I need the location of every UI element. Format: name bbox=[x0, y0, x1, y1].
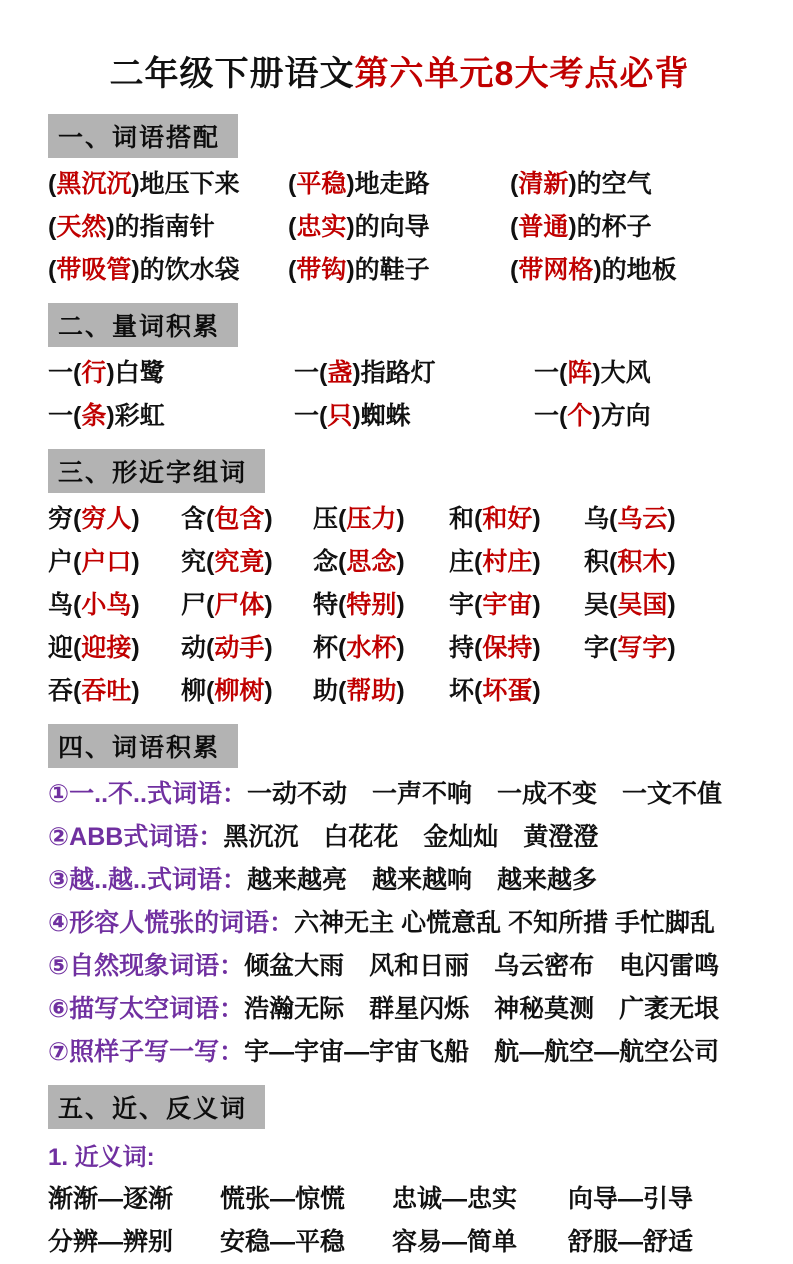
highlighted-word: 思念 bbox=[346, 548, 397, 576]
pair-item: 安稳—平稳 bbox=[220, 1228, 346, 1256]
section-header: 二、量词积累 bbox=[48, 303, 238, 347]
highlighted-word: 宇宙 bbox=[482, 591, 533, 619]
line-label: ⑥描写太空词语： bbox=[48, 995, 245, 1023]
word-item bbox=[288, 249, 510, 292]
word-item bbox=[48, 670, 181, 713]
word-item bbox=[48, 395, 294, 438]
word-prefix: 庄( bbox=[449, 548, 483, 576]
highlighted-word: 户口 bbox=[81, 548, 132, 576]
highlighted-word: 忠实 bbox=[296, 213, 347, 241]
labeled-line bbox=[48, 988, 751, 1031]
highlighted-word: 和好 bbox=[482, 505, 533, 533]
word-row bbox=[48, 163, 751, 206]
word-suffix: ) bbox=[396, 634, 405, 662]
word-item bbox=[584, 498, 751, 541]
word-suffix: ) bbox=[264, 591, 273, 619]
highlighted-word: 盏 bbox=[327, 359, 353, 387]
word-item bbox=[181, 627, 313, 670]
word-item bbox=[584, 541, 751, 584]
word-item bbox=[288, 163, 510, 206]
word-item bbox=[48, 584, 181, 627]
word-prefix: 宇( bbox=[449, 591, 483, 619]
highlighted-word: 只 bbox=[327, 402, 353, 430]
word-suffix: )方向 bbox=[592, 402, 651, 430]
word-suffix: ) bbox=[396, 505, 405, 533]
highlighted-word: 带钩 bbox=[296, 256, 347, 284]
section-s1 bbox=[48, 103, 751, 292]
line-label: ⑦照样子写一写： bbox=[48, 1038, 245, 1066]
highlighted-word: 乌云 bbox=[617, 505, 668, 533]
section-s5 bbox=[48, 1074, 751, 1264]
word-item bbox=[181, 584, 313, 627]
highlighted-word: 压力 bbox=[346, 505, 397, 533]
pair-item: 渐渐—逐渐 bbox=[48, 1185, 174, 1213]
word-prefix: 乌( bbox=[584, 505, 618, 533]
highlighted-word: 天然 bbox=[56, 213, 107, 241]
highlighted-word: 阵 bbox=[567, 359, 593, 387]
word-prefix: 柳( bbox=[181, 677, 215, 705]
line-text: 越来越亮 越来越响 越来越多 bbox=[246, 866, 597, 894]
word-prefix: 特( bbox=[313, 591, 347, 619]
highlighted-word: 个 bbox=[567, 402, 593, 430]
word-item bbox=[48, 206, 288, 249]
word-prefix: 杯( bbox=[313, 634, 347, 662]
word-suffix: ) bbox=[131, 634, 140, 662]
word-row bbox=[48, 670, 751, 713]
word-item bbox=[313, 584, 449, 627]
word-item bbox=[313, 627, 449, 670]
word-suffix: ) bbox=[131, 548, 140, 576]
page-title-black-part: 二年级下册语文 bbox=[109, 55, 355, 93]
word-prefix: ( bbox=[510, 256, 519, 284]
highlighted-word: 坏蛋 bbox=[482, 677, 533, 705]
word-prefix: 字( bbox=[584, 634, 618, 662]
word-prefix: 吞( bbox=[48, 677, 82, 705]
word-prefix: 积( bbox=[584, 548, 618, 576]
highlighted-word: 小鸟 bbox=[81, 591, 132, 619]
line-label: ②ABB式词语： bbox=[48, 823, 224, 851]
word-row bbox=[48, 249, 751, 292]
word-suffix: ) bbox=[667, 505, 676, 533]
word-suffix: ) bbox=[532, 591, 541, 619]
highlighted-word: 写字 bbox=[617, 634, 668, 662]
pair-row bbox=[48, 1178, 751, 1221]
highlighted-word: 迎接 bbox=[81, 634, 132, 662]
word-prefix: ( bbox=[288, 256, 297, 284]
highlighted-word: 吞吐 bbox=[81, 677, 132, 705]
word-suffix: ) bbox=[396, 677, 405, 705]
section-header: 一、词语搭配 bbox=[48, 114, 238, 158]
word-prefix: ( bbox=[48, 170, 57, 198]
word-prefix: 含( bbox=[181, 505, 215, 533]
word-prefix: ( bbox=[510, 213, 519, 241]
highlighted-word: 行 bbox=[81, 359, 107, 387]
word-suffix: ) bbox=[532, 677, 541, 705]
page-title bbox=[48, 46, 751, 95]
word-prefix: ( bbox=[288, 170, 297, 198]
highlighted-word: 吴国 bbox=[617, 591, 668, 619]
word-item bbox=[313, 541, 449, 584]
line-text: 一动不动 一声不响 一成不变 一文不值 bbox=[246, 780, 722, 808]
highlighted-word: 村庄 bbox=[482, 548, 533, 576]
word-item bbox=[294, 352, 534, 395]
word-suffix: )地走路 bbox=[346, 170, 430, 198]
highlighted-word: 保持 bbox=[482, 634, 533, 662]
word-item bbox=[313, 670, 449, 713]
pair-item: 舒服—舒适 bbox=[568, 1228, 694, 1256]
word-item bbox=[48, 541, 181, 584]
word-suffix: )的向导 bbox=[346, 213, 430, 241]
word-row bbox=[48, 584, 751, 627]
subsection-label: 1. 近义词: bbox=[48, 1144, 155, 1171]
word-suffix: ) bbox=[532, 634, 541, 662]
word-prefix: 迎( bbox=[48, 634, 82, 662]
highlighted-word: 黑沉沉 bbox=[56, 170, 132, 198]
highlighted-word: 穷人 bbox=[81, 505, 132, 533]
word-item bbox=[181, 670, 313, 713]
word-suffix: ) bbox=[396, 548, 405, 576]
highlighted-word: 包含 bbox=[214, 505, 265, 533]
word-prefix: 尸( bbox=[181, 591, 215, 619]
word-suffix: ) bbox=[131, 591, 140, 619]
pair-item: 容易—简单 bbox=[392, 1228, 518, 1256]
highlighted-word: 特别 bbox=[346, 591, 397, 619]
word-prefix: 穷( bbox=[48, 505, 82, 533]
line-label: ①一..不..式词语： bbox=[48, 780, 247, 808]
word-suffix: )指路灯 bbox=[352, 359, 436, 387]
word-item bbox=[48, 163, 288, 206]
word-prefix: 一( bbox=[534, 359, 568, 387]
word-prefix: 动( bbox=[181, 634, 215, 662]
word-row bbox=[48, 627, 751, 670]
highlighted-word: 帮助 bbox=[346, 677, 397, 705]
highlighted-word: 清新 bbox=[518, 170, 569, 198]
section-header: 五、近、反义词 bbox=[48, 1085, 265, 1129]
word-suffix: )的杯子 bbox=[568, 213, 652, 241]
line-label: ③越..越..式词语： bbox=[48, 866, 247, 894]
word-suffix: )的指南针 bbox=[106, 213, 215, 241]
labeled-line bbox=[48, 902, 751, 945]
word-row bbox=[48, 498, 751, 541]
line-text: 倾盆大雨 风和日丽 乌云密布 电闪雷鸣 bbox=[244, 952, 720, 980]
section-s4 bbox=[48, 713, 751, 1074]
word-suffix: )地压下来 bbox=[131, 170, 240, 198]
word-item bbox=[48, 352, 294, 395]
word-suffix: )大风 bbox=[592, 359, 651, 387]
word-item bbox=[48, 627, 181, 670]
word-suffix: )彩虹 bbox=[106, 402, 165, 430]
line-text: 宇—宇宙—宇宙飞船 航—航空—航空公司 bbox=[244, 1038, 720, 1066]
word-prefix: 一( bbox=[48, 402, 82, 430]
word-item bbox=[584, 627, 751, 670]
word-suffix: ) bbox=[264, 677, 273, 705]
word-item bbox=[584, 584, 751, 627]
pair-item: 慌张—惊慌 bbox=[220, 1185, 346, 1213]
word-row bbox=[48, 541, 751, 584]
word-suffix: ) bbox=[667, 591, 676, 619]
highlighted-word: 柳树 bbox=[214, 677, 265, 705]
word-item bbox=[48, 249, 288, 292]
word-prefix: 和( bbox=[449, 505, 483, 533]
word-prefix: 鸟( bbox=[48, 591, 82, 619]
highlighted-word: 条 bbox=[81, 402, 107, 430]
line-label: ⑤自然现象词语： bbox=[48, 952, 245, 980]
highlighted-word: 普通 bbox=[518, 213, 569, 241]
word-prefix: ( bbox=[510, 170, 519, 198]
word-item bbox=[294, 395, 534, 438]
word-suffix: ) bbox=[264, 505, 273, 533]
word-prefix: 压( bbox=[313, 505, 347, 533]
word-item bbox=[449, 584, 584, 627]
word-prefix: ( bbox=[288, 213, 297, 241]
word-item bbox=[510, 206, 751, 249]
word-suffix: )蜘蛛 bbox=[352, 402, 411, 430]
word-item bbox=[48, 498, 181, 541]
highlighted-word: 带网格 bbox=[518, 256, 594, 284]
labeled-line bbox=[48, 1031, 751, 1074]
word-suffix: ) bbox=[131, 677, 140, 705]
word-item bbox=[181, 498, 313, 541]
line-text: 六神无主 心慌意乱 不知所措 手忙脚乱 bbox=[294, 909, 716, 937]
word-suffix: ) bbox=[264, 634, 273, 662]
word-prefix: 持( bbox=[449, 634, 483, 662]
word-row bbox=[48, 206, 751, 249]
word-prefix: 户( bbox=[48, 548, 82, 576]
word-item bbox=[449, 498, 584, 541]
word-prefix: ( bbox=[48, 213, 57, 241]
highlighted-word: 动手 bbox=[214, 634, 265, 662]
word-item bbox=[288, 206, 510, 249]
word-item bbox=[181, 541, 313, 584]
word-suffix: ) bbox=[396, 591, 405, 619]
labeled-line bbox=[48, 945, 751, 988]
pair-item: 向导—引导 bbox=[568, 1185, 694, 1213]
pair-row bbox=[48, 1221, 751, 1264]
word-prefix: 坏( bbox=[449, 677, 483, 705]
word-suffix: ) bbox=[532, 505, 541, 533]
word-suffix: ) bbox=[131, 505, 140, 533]
word-suffix: )白鹭 bbox=[106, 359, 165, 387]
word-item bbox=[449, 670, 584, 713]
word-suffix: )的空气 bbox=[568, 170, 652, 198]
highlighted-word: 平稳 bbox=[296, 170, 347, 198]
section-header: 三、形近字组词 bbox=[48, 449, 265, 493]
word-prefix: 念( bbox=[313, 548, 347, 576]
word-row bbox=[48, 395, 751, 438]
word-prefix: 一( bbox=[294, 402, 328, 430]
section-s3 bbox=[48, 438, 751, 713]
word-suffix: ) bbox=[667, 548, 676, 576]
word-prefix: 一( bbox=[48, 359, 82, 387]
highlighted-word: 积木 bbox=[617, 548, 668, 576]
word-suffix: ) bbox=[532, 548, 541, 576]
word-item bbox=[449, 541, 584, 584]
word-prefix: 究( bbox=[181, 548, 215, 576]
highlighted-word: 水杯 bbox=[346, 634, 397, 662]
pair-item: 分辨—辨别 bbox=[48, 1228, 174, 1256]
word-row bbox=[48, 352, 751, 395]
word-suffix: ) bbox=[667, 634, 676, 662]
pair-item: 忠诚—忠实 bbox=[392, 1185, 518, 1213]
highlighted-word: 带吸管 bbox=[56, 256, 132, 284]
word-item bbox=[534, 352, 751, 395]
section-header: 四、词语积累 bbox=[48, 724, 238, 768]
sections-container bbox=[48, 103, 751, 1264]
word-item bbox=[510, 163, 751, 206]
word-prefix: 一( bbox=[294, 359, 328, 387]
line-text: 黑沉沉 白花花 金灿灿 黄澄澄 bbox=[223, 823, 599, 851]
labeled-line bbox=[48, 816, 751, 859]
labeled-line bbox=[48, 859, 751, 902]
word-item bbox=[510, 249, 751, 292]
line-label: ④形容人慌张的词语： bbox=[48, 909, 295, 937]
line-text: 浩瀚无际 群星闪烁 神秘莫测 广袤无垠 bbox=[244, 995, 720, 1023]
word-item bbox=[534, 395, 751, 438]
word-prefix: 一( bbox=[534, 402, 568, 430]
word-prefix: 吴( bbox=[584, 591, 618, 619]
word-prefix: ( bbox=[48, 256, 57, 284]
word-prefix: 助( bbox=[313, 677, 347, 705]
word-suffix: )的饮水袋 bbox=[131, 256, 240, 284]
word-suffix: ) bbox=[264, 548, 273, 576]
word-item bbox=[449, 627, 584, 670]
highlighted-word: 究竟 bbox=[214, 548, 265, 576]
highlighted-word: 尸体 bbox=[214, 591, 265, 619]
labeled-line bbox=[48, 773, 751, 816]
word-item bbox=[313, 498, 449, 541]
word-suffix: )的地板 bbox=[593, 256, 677, 284]
word-suffix: )的鞋子 bbox=[346, 256, 430, 284]
section-s2 bbox=[48, 292, 751, 438]
page-title-red-part: 第六单元8大考点必背 bbox=[354, 55, 690, 93]
